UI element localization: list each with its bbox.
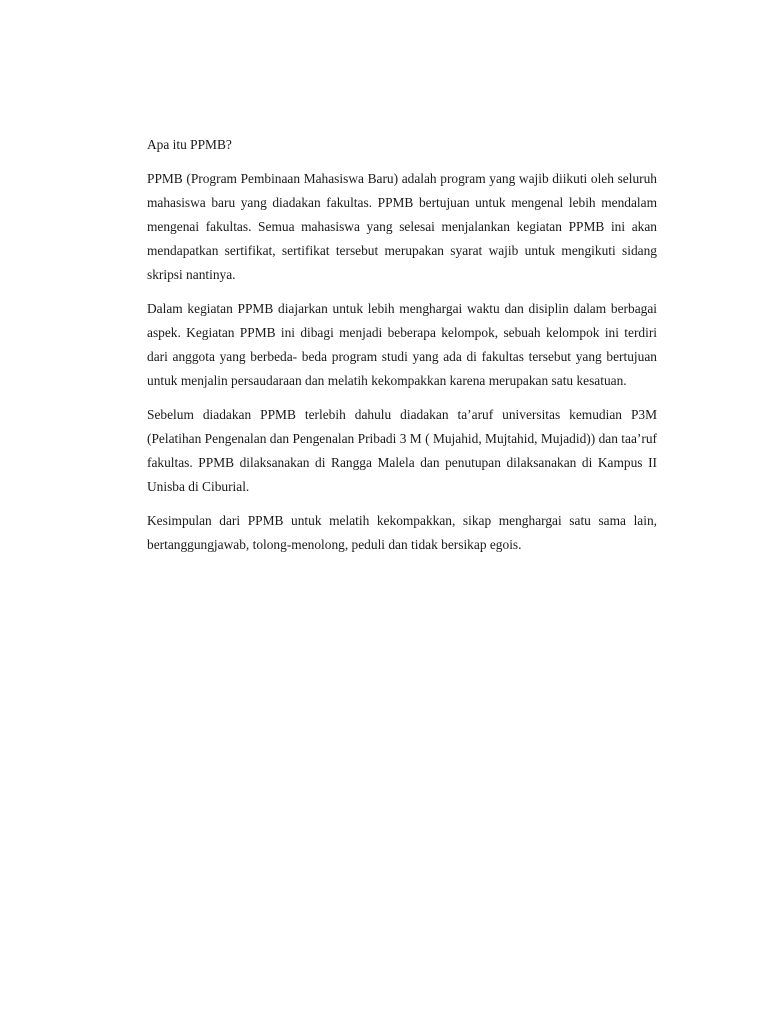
paragraph-schedule: Sebelum diadakan PPMB terlebih dahulu diadakan ta’aruf universitas kemudian P3M (Pelatihan Pengenalan dan Pengenalan Pribadi 3 M ( Mujahid, Mujtahid, Mujadid)) dan taa’ruf fakultas. PPMB dilaksanakan di Rangga Malela dan penutupan dilaksanakan di Kampus II Unisba di Ciburial.: [147, 407, 657, 494]
paragraph-activities: Dalam kegiatan PPMB diajarkan untuk lebih menghargai waktu dan disiplin dalam berbagai aspek. Kegiatan PPMB ini dibagi menjadi beberapa kelompok, sebuah kelompok ini terdiri dari anggota yang berbeda- beda program studi yang ada di fakultas tersebut yang bertujuan untuk menjalin persaudaraan dan melatih kekompakkan karena merupakan satu kesatuan.: [147, 301, 657, 388]
paragraph-conclusion: Kesimpulan dari PPMB untuk melatih kekompakkan, sikap menghargai satu sama lain, bertanggungjawab, tolong-menolong, peduli dan tidak bersikap egois.: [147, 513, 657, 552]
document-body: [147, 133, 657, 567]
paragraph-definition: PPMB (Program Pembinaan Mahasiswa Baru) adalah program yang wajib diikuti oleh seluruh mahasiswa baru yang diadakan fakultas. PPMB bertujuan untuk mengenal lebih mendalam mengenai fakultas. Semua mahasiswa yang selesai menjalankan kegiatan PPMB ini akan mendapatkan sertifikat, sertifikat tersebut merupakan syarat wajib untuk mengikuti sidang skripsi nantinya.: [147, 171, 657, 282]
document-heading: Apa itu PPMB?: [147, 137, 232, 152]
